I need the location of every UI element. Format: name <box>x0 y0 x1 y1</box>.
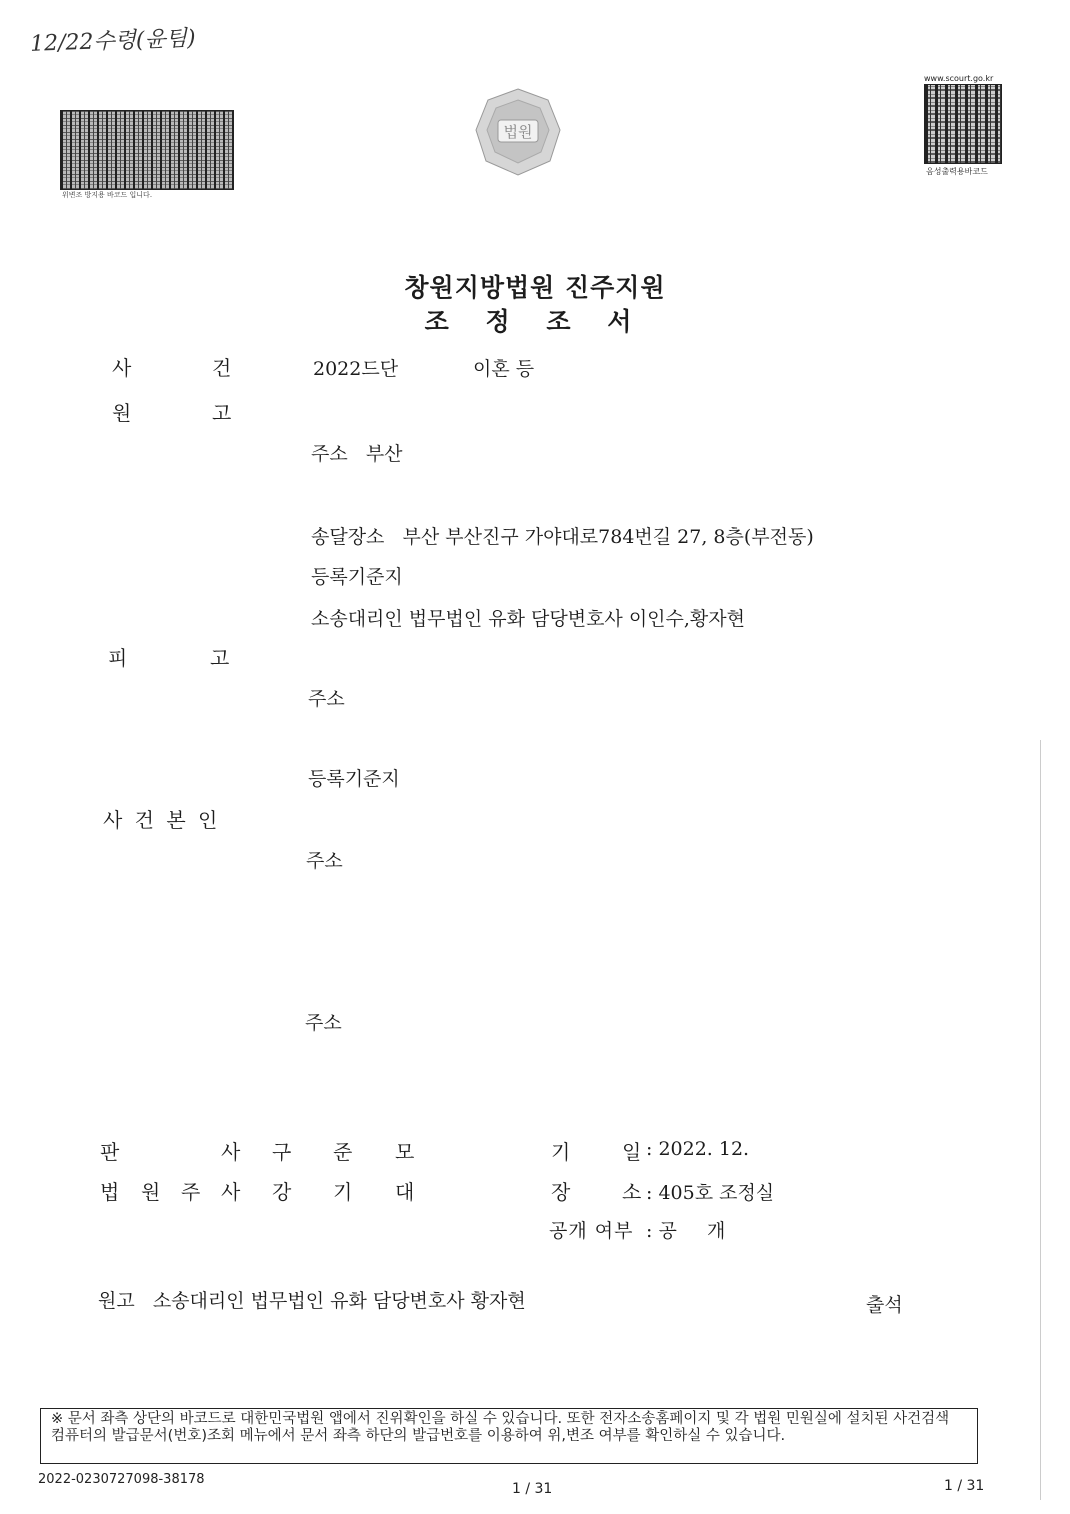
case-number: 2022드단 <box>313 358 399 380</box>
clerk-name-char-3: 대 <box>395 1180 415 1204</box>
judge-name-char-3: 모 <box>395 1140 415 1164</box>
page-number-right: 1 / 31 <box>944 1478 985 1494</box>
issue-number: 2022-0230727098-38178 <box>38 1472 205 1487</box>
plaintiff-label-go: 고 <box>212 401 232 425</box>
principal-address-2: 주소 <box>305 1012 342 1034</box>
qr-caption: 음성출력용바코드 <box>926 167 988 176</box>
attendance-status: 출석 <box>866 1294 903 1316</box>
principal-address-1: 주소 <box>306 850 343 872</box>
plaintiff-label-won: 원 <box>112 401 132 425</box>
clerk-label-char-3: 주 <box>181 1180 201 1204</box>
judge-label: 판 <box>100 1140 120 1164</box>
case-label-sa: 사 <box>112 356 132 380</box>
judge-name-char-2: 준 <box>333 1140 353 1164</box>
clerk-name-char-2: 기 <box>333 1180 353 1204</box>
place-label-char-2: 소 <box>622 1180 642 1204</box>
judge-name-char-1: 구 <box>272 1140 292 1164</box>
anti-forgery-barcode <box>60 110 234 190</box>
clerk-label-char-2: 원 <box>141 1180 161 1204</box>
case-name: 이혼 등 <box>473 358 535 380</box>
qr-url: www.scourt.go.kr <box>924 74 994 83</box>
plaintiff-service-address: 송달장소 부산 부산진구 가야대로784번길 27, 8층(부전동) <box>311 526 814 548</box>
date-label-char-2: 일 <box>622 1140 642 1164</box>
plaintiff-registry: 등록기준지 <box>311 566 403 588</box>
clerk-label-char-1: 법 <box>100 1180 120 1204</box>
scan-edge-line <box>1040 740 1041 1500</box>
public-label: 공개 여부 <box>549 1220 634 1242</box>
attendance-party: 원고 소송대리인 법무법인 유화 담당변호사 황자현 <box>98 1290 526 1312</box>
barcode-caption: 위변조 방지용 바코드 입니다. <box>62 191 153 199</box>
handwritten-note: 12/22수령(윤팀) <box>29 26 197 57</box>
principal-label: 사 건 본 인 <box>103 808 221 832</box>
session-date: : 2022. 12. <box>646 1138 750 1160</box>
plaintiff-address: 주소 부산 <box>311 443 403 465</box>
clerk-label-char-4: 사 <box>221 1180 241 1204</box>
place-label-char-1: 장 <box>551 1180 571 1204</box>
defendant-registry: 등록기준지 <box>308 768 400 790</box>
defendant-label-pi: 피 <box>108 646 128 670</box>
voice-output-qr-code <box>924 84 1002 164</box>
judge-label-sa: 사 <box>221 1140 241 1164</box>
court-name: 창원지방법원 진주지원 <box>404 273 666 302</box>
clerk-name-char-1: 강 <box>272 1180 292 1204</box>
session-place: : 405호 조정실 <box>646 1182 775 1204</box>
page-number-center: 1 / 31 <box>512 1481 553 1497</box>
verification-notice: ※ 문서 좌측 상단의 바코드로 대한민국법원 앱에서 진위확인을 하실 수 있습니다. 또한 전자소송홈페이지 및 각 법원 민원실에 설치된 사건검색 컴퓨터의 발급문서(번호)조회 메뉴에서 문서 좌측 하단의 발급번호를 이용하여 위,변조 여부를 확인하실 수 있습니다. <box>40 1408 978 1464</box>
court-seal-icon <box>472 86 564 178</box>
case-label-geon: 건 <box>212 356 232 380</box>
defendant-address: 주소 <box>308 688 345 710</box>
date-label-char-1: 기 <box>551 1140 571 1164</box>
defendant-label-go: 고 <box>210 646 230 670</box>
seal-text: 법원 <box>503 123 533 141</box>
public-status: : 공 개 <box>646 1220 726 1242</box>
plaintiff-attorney: 소송대리인 법무법인 유화 담당변호사 이인수,황자현 <box>311 608 745 630</box>
document-title: 조 정 조 서 <box>424 307 646 336</box>
